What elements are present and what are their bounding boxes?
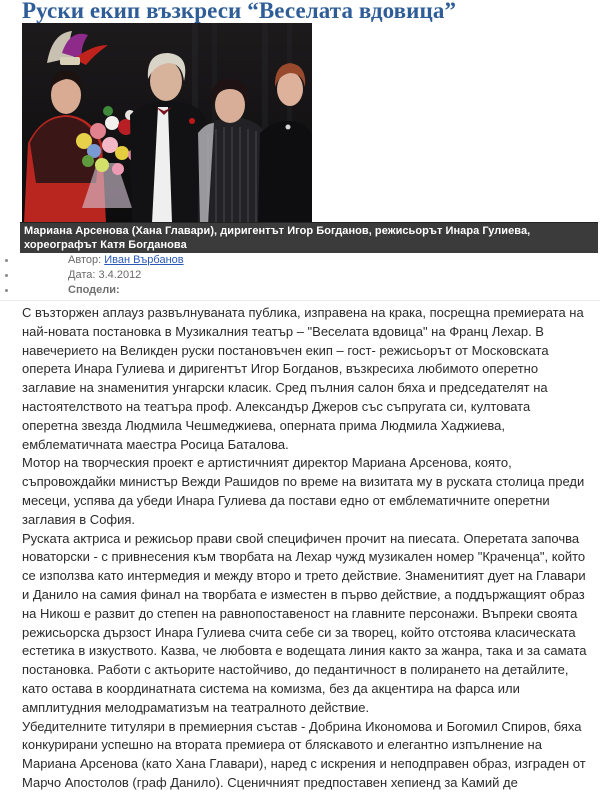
date-value: 3.4.2012 (98, 269, 142, 281)
article-paragraph: Убедителните титуляри в премиерния състав - Добрина Икономова и Богомил Спиров, бяха конкурирани успешно на втората премиера от бляскавото и елегантно изпълнение на Мариана Арсенова (като Хана Главари), наред с искрения и неподправен образ, изграден от Марчо Апостолов (граф Данило). Сценичният предпоставен хепиенд за Камий де (22, 718, 586, 790)
meta-author (0, 253, 600, 268)
article-paragraph: Мотор на творческия проект е артистичният директор Мариана Арсенова, която, съпровождайки министър Вежди Рашидов по време на визитата му в руската столица преди месеци, успява да убеди Инара Гулиева да постави едно от емблематичните оперетни заглавия в София. (22, 455, 585, 527)
photo-caption: Мариана Арсенова (Хана Главари), диригентът Игор Богданов, режисьорът Инара Гулиева, хореографът Катя Богданова (20, 222, 598, 253)
divider (0, 300, 600, 301)
article-body (22, 304, 588, 793)
date-label: Дата: (68, 269, 99, 281)
share-label: Сподели: (68, 284, 120, 296)
article-paragraph: Руската актриса и режисьор прави свой специфичен прочит на пиесата. Оперетата започва новаторски - с привнесения към творбата на Лехар чужд музикален номер "Краченца", който се използва като интермедия и между второ и трето действие. Знаменитият дует на Главари и Данило на самия финал на творбата е изместен в първо действие, а поддържащият образ на Никош е развит до степен на равнопоставеност на главните персонажи. Въпреки своята режисьорска дързост Инара Гулиева счита себе си за творец, който отстоява класическата естетика в изкуството. Казва, че любовта е водещата линия както за жанра, така и за самата постановка. Работи с актьорите настойчиво, до педантичност в полирането на детайлите, като остава в координатната система на комизма, без да акцентира на фарса или амплитудния мелодраматизъм на театралното действие. (22, 530, 587, 715)
meta-date (0, 268, 600, 283)
meta-share (0, 283, 600, 298)
author-label: Автор: (68, 254, 105, 266)
bullet-icon (5, 259, 8, 262)
article-title: Руски екип възкреси “Веселата вдовица” (22, 0, 457, 23)
article-meta-list (0, 253, 600, 298)
photo-illustration (22, 23, 312, 223)
article-paragraph: С възторжен аплауз развълнуваната публика, изправена на крака, посрещна премиерата на най-новата постановка в Музикалния театър – "Веселата вдовица" на Франц Лехар. В навечерието на Великден руски постановъчен екип – гост- режисьорът от Московската оперета Инара Гулиева и диригентът Игор Богданов, възкресиха любимото оперетно заглавие на знаменития унгарски класик. Сред пълния салон бяха и председателят на настоятелството на театъра проф. Александър Джеров със съпругата си, култовата оперетна звезда Людмила Чешмеджиева, оперната прима Людмила Хаджиева, емблематичната маестра Росица Баталова. (22, 305, 584, 452)
bullet-icon (5, 274, 8, 277)
article-photo (22, 23, 312, 223)
author-link[interactable]: Иван Върбанов (104, 254, 184, 266)
bullet-icon (5, 289, 8, 292)
